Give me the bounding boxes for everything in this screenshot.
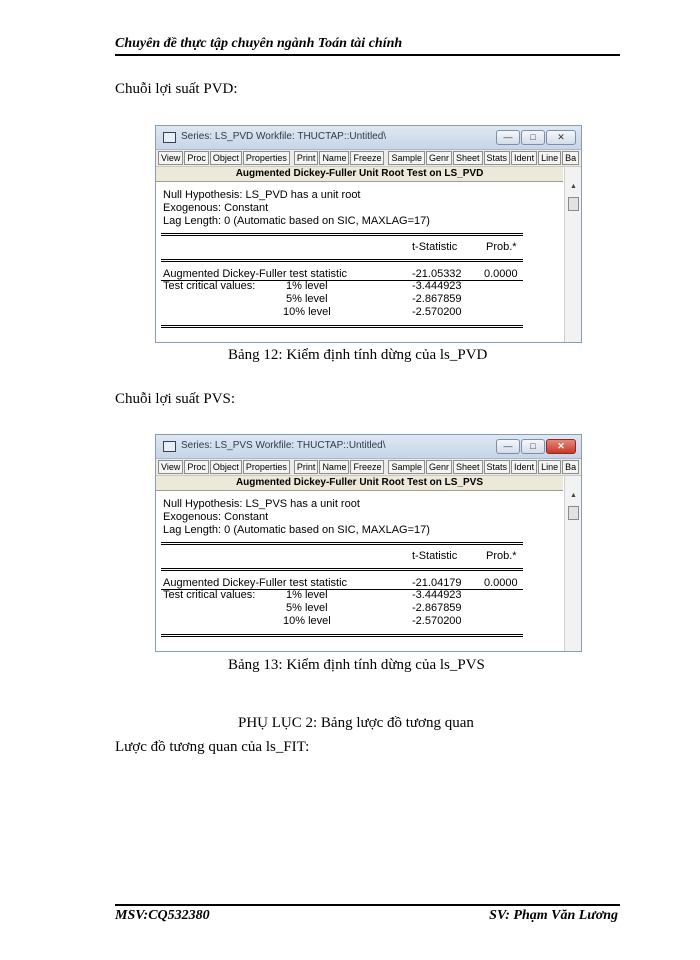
window-toolbar bbox=[156, 459, 581, 476]
critical-level: 1% level bbox=[286, 280, 328, 292]
critical-value: -3.444923 bbox=[412, 280, 462, 292]
toolbar-properties-button[interactable]: Properties bbox=[243, 460, 290, 474]
null-hypothesis: Null Hypothesis: LS_PVD has a unit root bbox=[163, 189, 361, 201]
window-app-icon bbox=[163, 441, 176, 452]
toolbar-sheet-button[interactable]: Sheet bbox=[453, 460, 483, 474]
col-prob-header: Prob.* bbox=[486, 241, 517, 253]
toolbar-ident-button[interactable]: Ident bbox=[511, 151, 537, 165]
eviews-window-pvs bbox=[155, 434, 582, 652]
table-divider bbox=[161, 325, 523, 328]
scroll-thumb[interactable] bbox=[568, 197, 579, 211]
table-divider bbox=[161, 568, 523, 571]
section-heading-pvs: Chuỗi lợi suất PVS: bbox=[115, 391, 236, 407]
toolbar-proc-button[interactable]: Proc bbox=[184, 151, 209, 165]
adf-label: Augmented Dickey-Fuller test statistic bbox=[163, 577, 348, 589]
toolbar-bar-button[interactable]: Ba bbox=[562, 151, 579, 165]
critical-value: -2.867859 bbox=[412, 602, 462, 614]
lag-length: Lag Length: 0 (Automatic based on SIC, MAXLAG=17) bbox=[163, 524, 430, 536]
critical-level: 5% level bbox=[286, 293, 328, 305]
table-divider bbox=[161, 542, 523, 545]
table-divider bbox=[161, 634, 523, 637]
output-title: Augmented Dickey-Fuller Unit Root Test on LS_PVS bbox=[156, 476, 563, 491]
toolbar-sample-button[interactable]: Sample bbox=[388, 151, 425, 165]
section-heading-pvd: Chuỗi lợi suất PVD: bbox=[115, 81, 238, 97]
toolbar-line-button[interactable]: Line bbox=[538, 460, 561, 474]
toolbar-proc-button[interactable]: Proc bbox=[184, 460, 209, 474]
critical-level: 5% level bbox=[286, 602, 328, 614]
toolbar-ident-button[interactable]: Ident bbox=[511, 460, 537, 474]
toolbar-stats-button[interactable]: Stats bbox=[484, 460, 511, 474]
col-prob-header: Prob.* bbox=[486, 550, 517, 562]
critical-values-label: Test critical values: bbox=[163, 280, 256, 292]
toolbar-view-button[interactable]: View bbox=[158, 151, 183, 165]
maximize-button[interactable]: □ bbox=[521, 439, 545, 454]
output-table bbox=[156, 167, 581, 343]
window-toolbar bbox=[156, 150, 581, 167]
toolbar-genr-button[interactable]: Genr bbox=[426, 460, 452, 474]
toolbar-freeze-button[interactable]: Freeze bbox=[350, 151, 384, 165]
critical-value: -2.867859 bbox=[412, 293, 462, 305]
toolbar-sample-button[interactable]: Sample bbox=[388, 460, 425, 474]
critical-values-label: Test critical values: bbox=[163, 589, 256, 601]
toolbar-name-button[interactable]: Name bbox=[319, 460, 349, 474]
toolbar-print-button[interactable]: Print bbox=[294, 151, 319, 165]
critical-value: -3.444923 bbox=[412, 589, 462, 601]
toolbar-stats-button[interactable]: Stats bbox=[484, 151, 511, 165]
adf-tstat: -21.05332 bbox=[412, 268, 462, 280]
adf-tstat: -21.04179 bbox=[412, 577, 462, 589]
window-title: Series: LS_PVD Workfile: THUCTAP::Untitled\ bbox=[181, 131, 387, 142]
toolbar-object-button[interactable]: Object bbox=[210, 151, 242, 165]
col-tstat-header: t-Statistic bbox=[412, 241, 458, 253]
toolbar-sheet-button[interactable]: Sheet bbox=[453, 151, 483, 165]
footer-student-name: SV: Phạm Văn Lương bbox=[489, 908, 618, 923]
toolbar-genr-button[interactable]: Genr bbox=[426, 151, 452, 165]
lag-length: Lag Length: 0 (Automatic based on SIC, MAXLAG=17) bbox=[163, 215, 430, 227]
adf-label: Augmented Dickey-Fuller test statistic bbox=[163, 268, 348, 280]
table-caption-13: Bảng 13: Kiểm định tính dừng của ls_PVS bbox=[228, 657, 485, 673]
footer-student-id: MSV:CQ532380 bbox=[115, 908, 210, 923]
footer-divider bbox=[115, 904, 620, 906]
maximize-button[interactable]: □ bbox=[521, 130, 545, 145]
critical-level: 10% level bbox=[283, 306, 331, 318]
header-divider bbox=[115, 54, 620, 56]
appendix-title: PHỤ LỤC 2: Bảng lược đồ tương quan bbox=[238, 715, 474, 731]
eviews-window-pvd bbox=[155, 125, 582, 343]
table-divider bbox=[161, 259, 523, 262]
critical-level: 10% level bbox=[283, 615, 331, 627]
adf-prob: 0.0000 bbox=[484, 577, 518, 589]
critical-value: -2.570200 bbox=[412, 615, 462, 627]
critical-value: -2.570200 bbox=[412, 306, 462, 318]
toolbar-line-button[interactable]: Line bbox=[538, 151, 561, 165]
scroll-thumb[interactable] bbox=[568, 506, 579, 520]
window-titlebar[interactable] bbox=[156, 126, 581, 150]
close-button[interactable]: ✕ bbox=[546, 130, 576, 145]
table-caption-12: Bảng 12: Kiểm định tính dừng của ls_PVD bbox=[228, 347, 488, 363]
output-title: Augmented Dickey-Fuller Unit Root Test on LS_PVD bbox=[156, 167, 563, 182]
output-table bbox=[156, 476, 581, 652]
exogenous: Exogenous: Constant bbox=[163, 202, 269, 214]
adf-prob: 0.0000 bbox=[484, 268, 518, 280]
minimize-button[interactable]: — bbox=[496, 130, 520, 145]
vertical-scrollbar[interactable] bbox=[564, 167, 581, 343]
minimize-button[interactable]: — bbox=[496, 439, 520, 454]
col-tstat-header: t-Statistic bbox=[412, 550, 458, 562]
scroll-up-icon[interactable]: ▲ bbox=[570, 492, 577, 499]
critical-level: 1% level bbox=[286, 589, 328, 601]
toolbar-print-button[interactable]: Print bbox=[294, 460, 319, 474]
toolbar-object-button[interactable]: Object bbox=[210, 460, 242, 474]
window-titlebar[interactable] bbox=[156, 435, 581, 459]
vertical-scrollbar[interactable] bbox=[564, 476, 581, 652]
scroll-up-icon[interactable]: ▲ bbox=[570, 183, 577, 190]
appendix-subtitle: Lược đồ tương quan của ls_FIT: bbox=[115, 739, 310, 755]
toolbar-bar-button[interactable]: Ba bbox=[562, 460, 579, 474]
toolbar-properties-button[interactable]: Properties bbox=[243, 151, 290, 165]
window-app-icon bbox=[163, 132, 176, 143]
toolbar-freeze-button[interactable]: Freeze bbox=[350, 460, 384, 474]
page-header: Chuyên đề thực tập chuyên ngành Toán tài chính bbox=[115, 36, 403, 51]
toolbar-view-button[interactable]: View bbox=[158, 460, 183, 474]
toolbar-name-button[interactable]: Name bbox=[319, 151, 349, 165]
window-title: Series: LS_PVS Workfile: THUCTAP::Untitled\ bbox=[181, 440, 386, 451]
close-button[interactable]: ✕ bbox=[546, 439, 576, 454]
null-hypothesis: Null Hypothesis: LS_PVS has a unit root bbox=[163, 498, 360, 510]
table-divider bbox=[161, 233, 523, 236]
exogenous: Exogenous: Constant bbox=[163, 511, 269, 523]
